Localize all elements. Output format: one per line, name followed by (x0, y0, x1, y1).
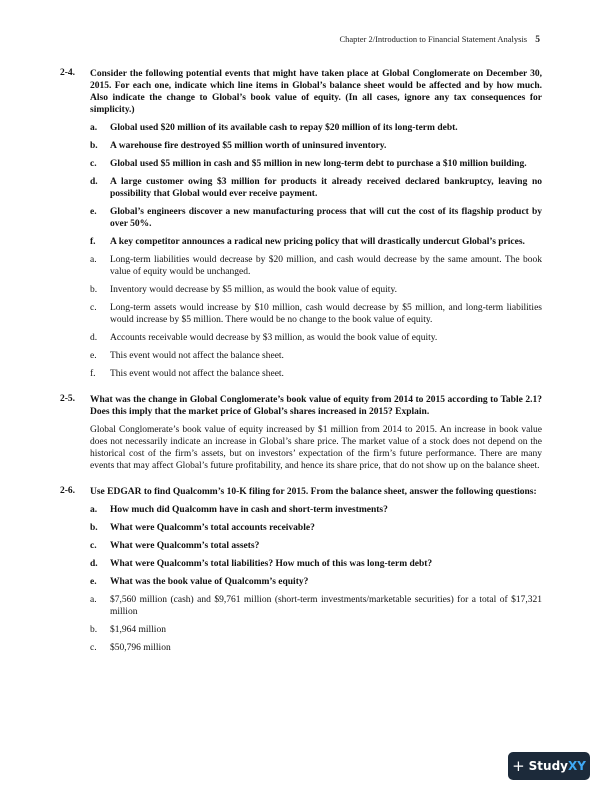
question-part: a. How much did Qualcomm have in cash and short-term investments? (90, 505, 388, 515)
problem-question: What was the change in Global Conglomerate’s book value of equity from 2014 to 2015 according to Table 2.1? Does this imply that the market price of Global’s shares increased in 2015? Explain. (90, 395, 542, 417)
problem-number: 2-5. (60, 394, 76, 404)
question-part: b. What were Qualcomm’s total accounts receivable? (90, 523, 315, 533)
answer-part: c. Long-term assets would increase by $10 million, cash would decrease by $5 million, and long-term liabilities would increase by $5 million. There would be no change to the book value of equity. (90, 303, 542, 325)
problem-2-4 (60, 68, 542, 380)
page-number: 5 (535, 35, 540, 45)
question-part: f. A key competitor announces a radical new pricing policy that will drastically undercut Global’s prices. (90, 237, 525, 247)
problem-number: 2-6. (60, 486, 76, 496)
question-part: a. Global used $20 million of its available cash to repay $20 million of its long-term debt. (90, 123, 458, 133)
question-part: d. What were Qualcomm’s total liabilities? How much of this was long-term debt? (90, 559, 433, 569)
answer-part: a. Long-term liabilities would decrease by $20 million, and cash would decrease by the same amount. The book value of equity would be unchanged. (90, 255, 542, 277)
answer-part: b. Inventory would decrease by $5 million, as would the book value of equity. (90, 285, 397, 295)
problem-2-5 (60, 394, 542, 472)
question-part: d. A large customer owing $3 million for products it already received declared bankruptcy, leaving no possibility that Global would ever receive payment. (90, 177, 542, 199)
page-content (60, 68, 542, 668)
question-part: b. A warehouse fire destroyed $5 million worth of uninsured inventory. (90, 141, 387, 151)
answer-part: b. $1,964 million (90, 625, 166, 635)
answer-part: d. Accounts receivable would decrease by $3 million, as would the book value of equity. (90, 333, 438, 343)
logo-brand: Study (528, 759, 568, 773)
answer-part: e. This event would not affect the balance sheet. (90, 351, 284, 361)
question-part: c. Global used $5 million in cash and $5 million in new long-term debt to purchase a $10 million building. (90, 159, 527, 169)
plus-icon: + (512, 757, 525, 775)
chapter-title: Chapter 2/Introduction to Financial Statement Analysis (339, 34, 528, 44)
question-part: c. What were Qualcomm’s total assets? (90, 541, 260, 551)
answer-part: c. $50,796 million (90, 643, 171, 653)
studyxy-logo[interactable] (508, 752, 590, 780)
logo-brand-accent: XY (567, 759, 586, 773)
problem-question: Consider the following potential events that might have taken place at Global Conglomerate on December 30, 2015. For each one, indicate which line items in Global’s balance sheet would be affected and by how much. Also indicate the change to Global’s book value of equity. (In all cases, ignore any tax consequences for simplicity.) (90, 69, 542, 115)
answer-part: f. This event would not affect the balance sheet. (90, 369, 284, 379)
question-part: e. Global’s engineers discover a new manufacturing process that will cut the cost of its flagship product by over 50%. (90, 207, 542, 229)
answer-part: a. $7,560 million (cash) and $9,761 million (short-term investments/marketable securities) for a total of $17,321 million (90, 595, 542, 617)
problem-number: 2-4. (60, 68, 76, 78)
problem-question: Use EDGAR to find Qualcomm’s 10-K filing for 2015. From the balance sheet, answer the following questions: (90, 487, 537, 497)
question-part: e. What was the book value of Qualcomm’s equity? (90, 577, 309, 587)
problem-2-6 (60, 486, 542, 654)
page-header (339, 34, 540, 45)
answer-paragraph: Global Conglomerate’s book value of equity increased by $1 million from 2014 to 2015. An increase in book value does not necessarily indicate an increase in Global’s share price. The market value of a stock does not depend on the historical cost of the firm’s assets, but on investors’ expectation of the firm’s future performance. There are many events that may affect Global’s future profitability, and hence its share price, that do not show up on the balance sheet. (90, 425, 542, 471)
